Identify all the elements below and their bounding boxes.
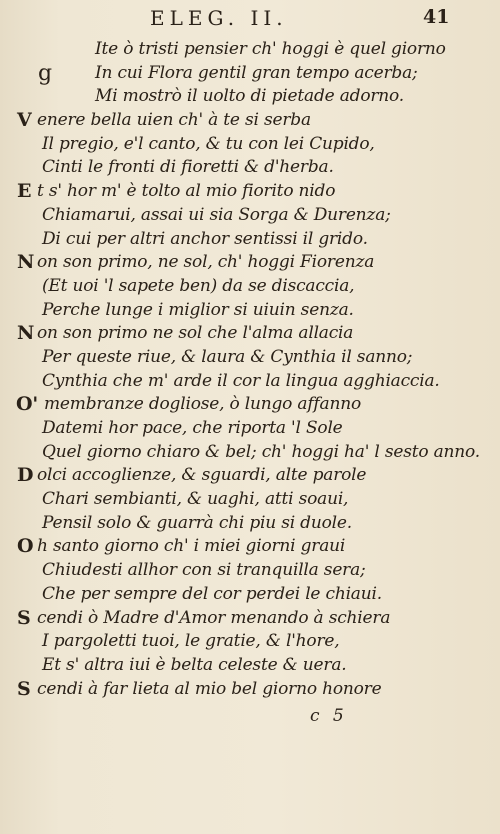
line-text: olci accoglienze, & sguardi, alte parole [37, 465, 367, 486]
poem-line [0, 464, 500, 488]
line-text: t s' hor m' è tolto al mio fiorito nido [37, 181, 336, 202]
poem-line [0, 299, 500, 323]
poem-line [0, 109, 500, 133]
line-text: membranze dogliose, ò lungo affanno [44, 394, 361, 415]
line-initial: N [17, 322, 35, 345]
page-header [0, 4, 500, 34]
line-text: Chari sembianti, & uaghi, atti soaui, [42, 489, 349, 510]
line-text: Che per sempre del cor perdei le chiaui. [42, 583, 382, 604]
line-text: Chiudesti allhor con si tranquilla sera; [42, 560, 366, 581]
line-text: Perche lunge i miglior si uiuin senza. [42, 299, 354, 320]
line-text: Pensil solo & guarrà chi piu si duole. [42, 512, 352, 533]
line-initial: E [17, 180, 32, 203]
poem-line [0, 583, 500, 607]
poem-line [0, 180, 500, 204]
line-text: cendi à far lieta al mio bel giorno honore [37, 678, 382, 699]
poem-line [0, 251, 500, 275]
line-initial: S [17, 677, 31, 700]
poem-line [0, 417, 500, 441]
line-text: Cinti le fronti di fioretti & d'herba. [42, 157, 334, 178]
poem-line [0, 393, 500, 417]
poem-line [0, 654, 500, 678]
poem-line [0, 512, 500, 536]
line-initial: V [17, 109, 32, 132]
line-initial: D [17, 464, 34, 487]
poem-line [0, 228, 500, 252]
line-initial: S [17, 606, 31, 629]
poem-line [0, 630, 500, 654]
line-text: Per queste riue, & laura & Cynthia il sanno; [42, 346, 413, 367]
line-text: In cui Flora gentil gran tempo acerba; [95, 62, 418, 83]
line-text: (Et uoi 'l sapete ben) da se discaccia, [42, 275, 355, 296]
poem-line [0, 85, 500, 109]
line-text: Et s' altra iui è belta celeste & uera. [42, 654, 347, 675]
running-head: ELEG. II. [150, 6, 288, 30]
poem-line [0, 204, 500, 228]
line-text: Di cui per altri anchor sentissi il grido. [42, 228, 368, 249]
poem-line [0, 370, 500, 394]
line-initial: O [17, 535, 34, 558]
line-initial: g [38, 60, 52, 86]
line-text: enere bella uien ch' à te si serba [37, 110, 311, 131]
poem-line [0, 535, 500, 559]
line-text: cendi ò Madre d'Amor menando à schiera [37, 607, 391, 628]
signature-mark: c 5 [310, 706, 348, 726]
line-text: on son primo ne sol che l'alma allacia [37, 323, 354, 344]
poem-line [0, 607, 500, 631]
line-initial: N [17, 251, 35, 274]
poem-text [0, 38, 500, 701]
poem-line [0, 559, 500, 583]
poem-line [0, 275, 500, 299]
line-text: Cynthia che m' arde il cor la lingua agghiaccia. [42, 370, 440, 391]
page-number: 41 [423, 6, 450, 28]
line-text: h santo giorno ch' i miei giorni graui [37, 536, 346, 557]
poem-line [0, 441, 500, 465]
poem-line [0, 488, 500, 512]
poem-line [0, 38, 500, 62]
poem-line [0, 322, 500, 346]
poem-line [0, 346, 500, 370]
line-text: Quel giorno chiaro & bel; ch' hoggi ha' l sesto anno. [42, 441, 480, 462]
line-text: Mi mostrò il uolto di pietade adorno. [95, 86, 404, 107]
line-text: on son primo, ne sol, ch' hoggi Fiorenza [37, 252, 375, 273]
line-text: Ite ò tristi pensier ch' hoggi è quel giorno [95, 39, 446, 59]
line-initial: O' [16, 393, 38, 416]
line-text: I pargoletti tuoi, le gratie, & l'hore, [42, 631, 340, 652]
poem-line [0, 678, 500, 702]
poem-line [0, 62, 500, 86]
line-text: Datemi hor pace, che riporta 'l Sole [42, 418, 343, 438]
line-text: Il pregio, e'l canto, & tu con lei Cupido, [42, 133, 375, 154]
line-text: Chiamarui, assai ui sia Sorga & Durenza; [42, 204, 391, 225]
poem-line [0, 156, 500, 180]
poem-line [0, 133, 500, 157]
